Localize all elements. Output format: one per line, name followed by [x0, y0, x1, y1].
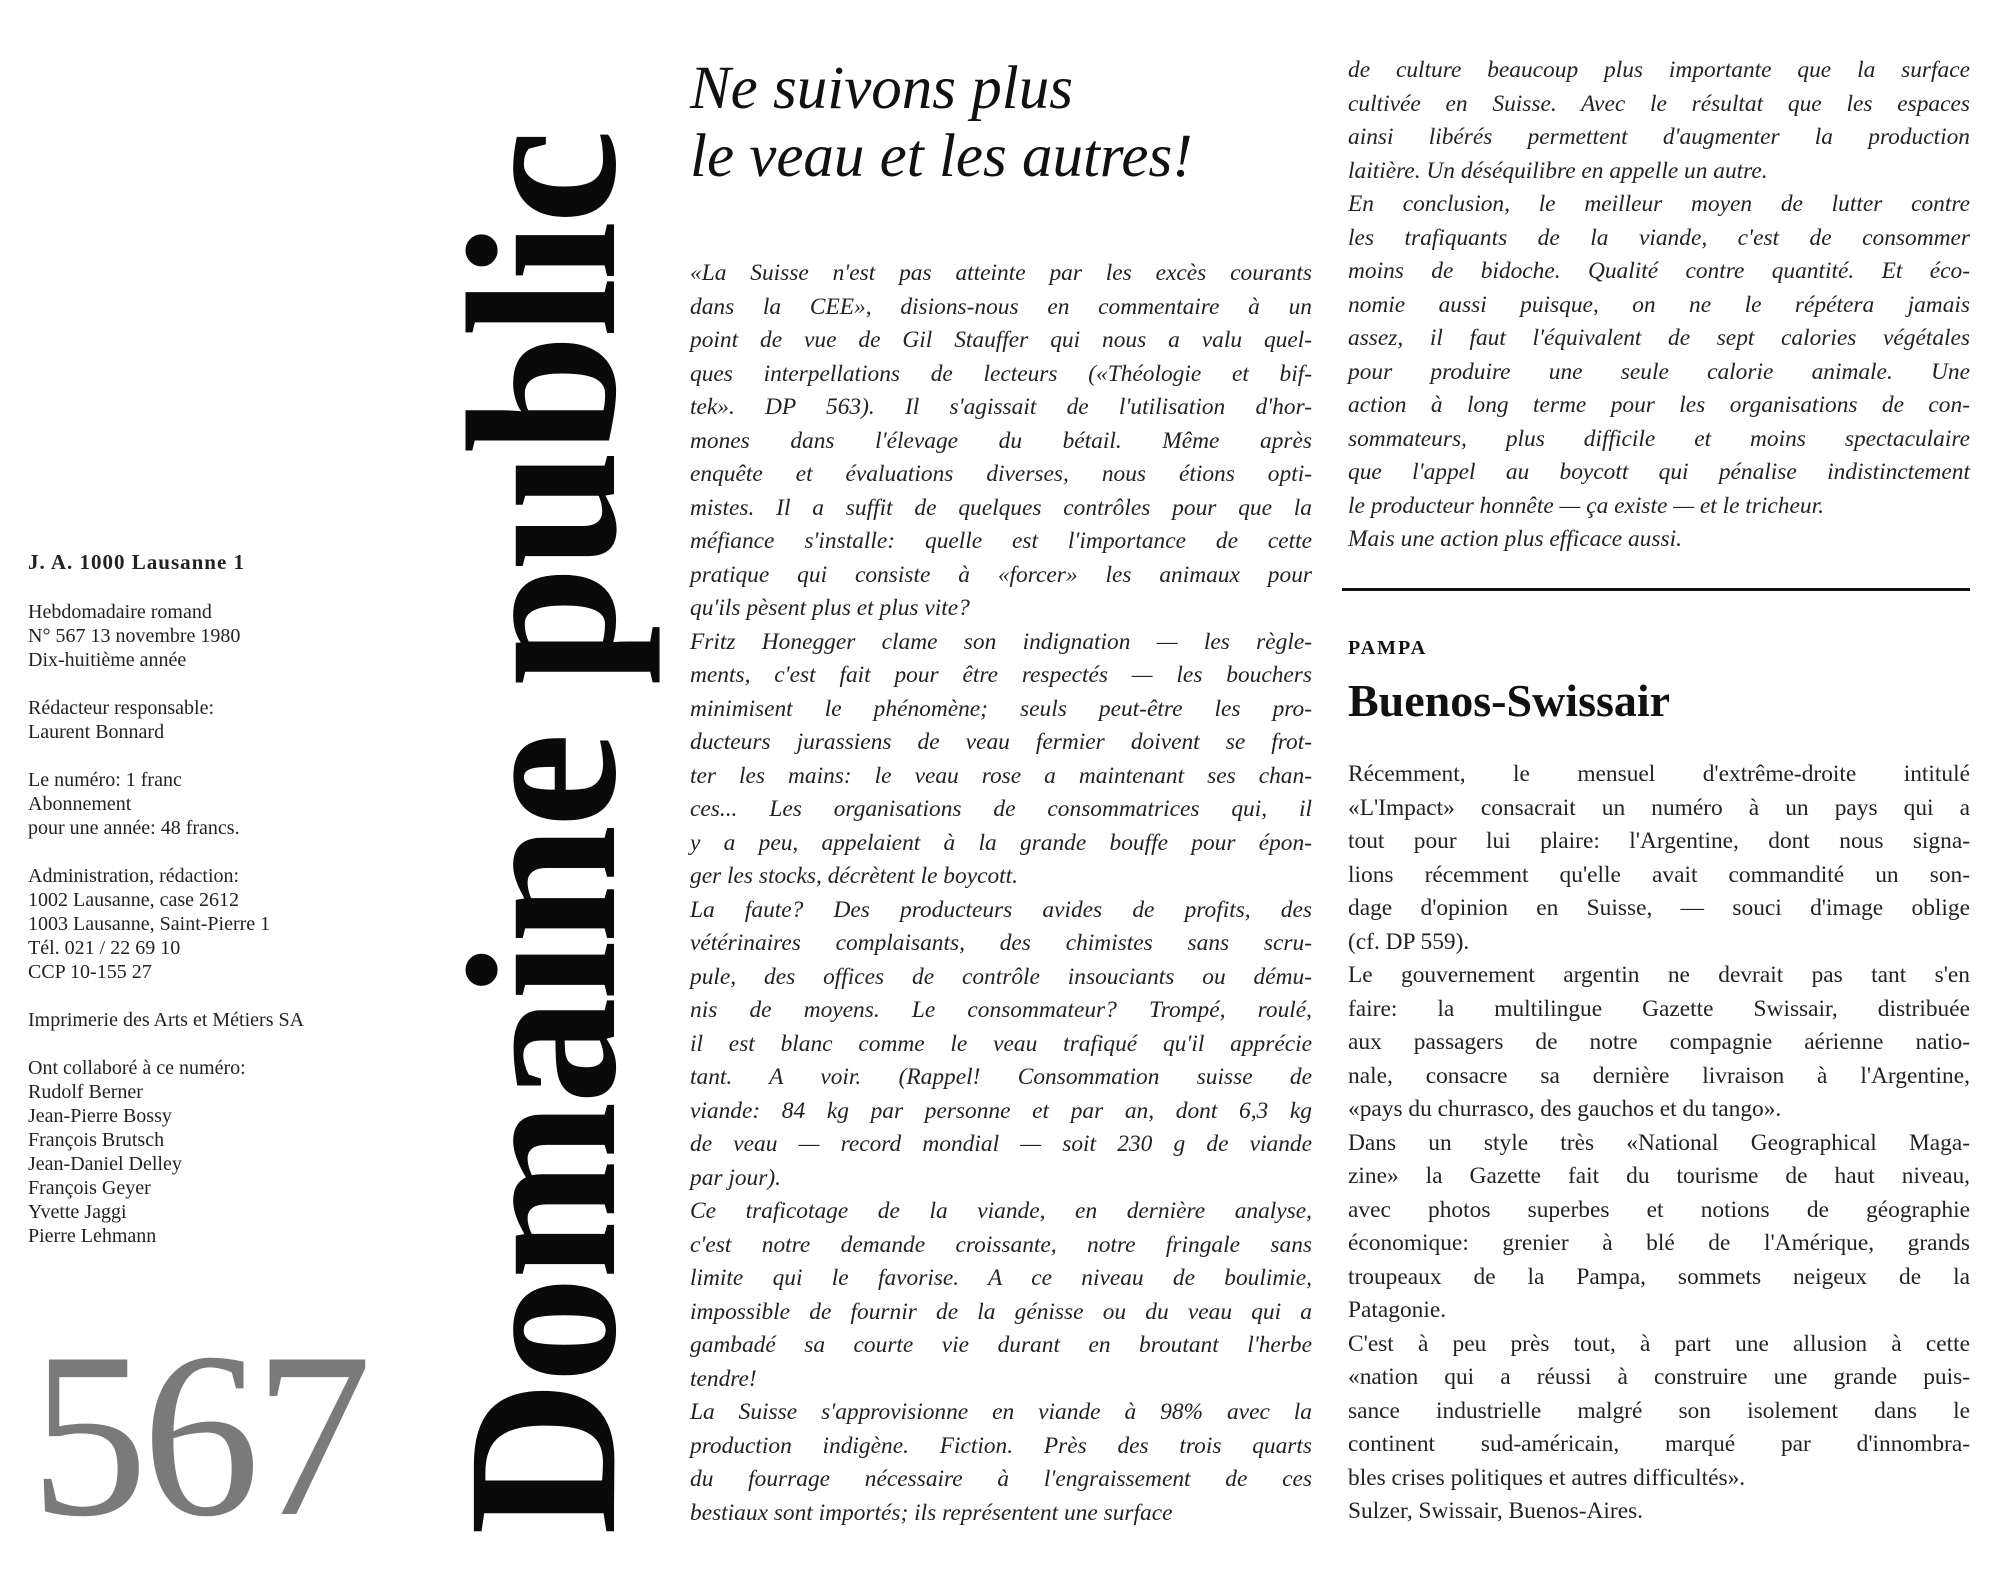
article-title	[690, 55, 1330, 191]
issue-number: 567	[30, 1305, 366, 1566]
text-line: dage d'opinion en Suisse, — souci d'image oblige	[1348, 895, 1970, 921]
masthead-title: Domaine public	[424, 132, 661, 1535]
text-line: impossible de fournir de la génisse ou du veau qui a	[690, 1298, 1312, 1325]
article-headline: Buenos-Swissair	[1348, 675, 1671, 726]
text-line: il est blanc comme le veau trafiqué qu'il apprécie	[690, 1030, 1312, 1057]
text-line: tout pour lui plaire: l'Argentine, dont nous signa-	[1348, 828, 1970, 854]
text-line: avec photos superbes et notions de géographie	[1348, 1196, 1970, 1223]
title-line: Ne suivons plus	[690, 55, 1073, 122]
contributor-line: Rudolf Berner	[28, 1081, 143, 1103]
text-line: cultivée en Suisse. Avec le résultat que les espaces	[1348, 90, 1970, 117]
price-line: Le numéro: 1 franc	[28, 769, 182, 791]
text-line: Fritz Honegger clame son indignation — les règle-	[690, 628, 1312, 655]
editor-line: Laurent Bonnard	[28, 721, 165, 743]
text-line: le producteur honnête — ça existe — et le tricheur.	[1348, 492, 1824, 519]
admin-line: Administration, rédaction:	[28, 865, 240, 887]
text-line: faire: la multilingue Gazette Swissair, distribuée	[1348, 995, 1970, 1022]
text-line: ainsi libérés permettent d'augmenter la production	[1348, 124, 1970, 150]
section-kicker: PAMPA	[1348, 637, 1428, 659]
text-line: laitière. Un déséquilibre en appelle un autre.	[1348, 157, 1768, 184]
text-line: pratique qui consiste à «forcer» les animaux pour	[690, 561, 1312, 588]
title-line: le veau et les autres!	[690, 123, 1193, 190]
text-line: action à long terme pour les organisations de con-	[1348, 392, 1970, 418]
price-line: Abonnement	[28, 793, 132, 815]
admin-info	[28, 864, 408, 984]
text-line: «L'Impact» consacrait un numéro à un pays qui a	[1348, 794, 1970, 821]
contributors-info	[28, 1056, 408, 1248]
publication-info	[28, 600, 408, 672]
text-line: y a peu, appelaient à la grande bouffe pour épon-	[690, 829, 1312, 856]
text-line: lions récemment qu'elle avait commandité un son-	[1348, 861, 1970, 888]
text-line: pour produire une seule calorie animale. Une	[1348, 358, 1970, 385]
text-line: «nation qui a réussi à construire une grande puis-	[1348, 1364, 1970, 1390]
contributor-line: Pierre Lehmann	[28, 1225, 157, 1247]
text-line: vétérinaires complaisants, des chimistes sans scru-	[690, 930, 1312, 956]
text-line: gambadé sa courte vie durant en broutant l'herbe	[690, 1332, 1312, 1358]
text-line: ter les mains: le veau rose a maintenant ses chan-	[690, 762, 1312, 789]
admin-line: 1002 Lausanne, case 2612	[28, 889, 240, 911]
contributor-line: Jean-Daniel Delley	[28, 1153, 182, 1175]
text-line: tek». DP 563). Il s'agissait de l'utilisation d'hor-	[690, 394, 1312, 420]
text-line: point de vue de Gil Stauffer qui nous a valu quel-	[690, 327, 1312, 353]
printer-info	[28, 1008, 408, 1032]
text-line: moins de bidoche. Qualité contre quantité. Et éco-	[1348, 258, 1970, 284]
article-column-2	[1348, 54, 1970, 557]
text-line: c'est notre demande croissante, notre fringale sans	[690, 1231, 1312, 1258]
text-line: Dans un style très «National Geographical Maga-	[1348, 1129, 1970, 1156]
text-line: que l'appel au boycott qui pénalise indistinctement	[1348, 459, 1970, 485]
contributor-line: Yvette Jaggi	[28, 1201, 127, 1223]
text-line: économique: grenier à blé de l'Amérique, grands	[1348, 1230, 1970, 1256]
text-line: «pays du churrasco, des gauchos et du tango».	[1348, 1096, 1782, 1122]
section-divider	[1342, 588, 1970, 591]
text-line: tendre!	[690, 1365, 757, 1392]
text-line: bles crises politiques et autres difficultés».	[1348, 1464, 1746, 1491]
contributor-line: François Brutsch	[28, 1129, 165, 1151]
text-line: viande: 84 kg par personne et par an, dont 6,3 kg	[690, 1097, 1312, 1124]
text-line: C'est à peu près tout, à part une allusion à cette	[1348, 1330, 1970, 1357]
text-line: Le gouvernement argentin ne devrait pas tant s'en	[1348, 962, 1970, 988]
publication-line: Hebdomadaire romand	[28, 601, 212, 623]
text-line: nomie aussi puisque, on ne le répétera jamais	[1348, 291, 1970, 318]
editor-line: Rédacteur responsable:	[28, 697, 215, 719]
publication-line: N° 567 13 novembre 1980	[28, 625, 241, 647]
text-line: assez, il faut l'équivalent de sept calories végétales	[1348, 325, 1970, 351]
text-line: ques interpellations de lecteurs («Théologie et bif-	[690, 360, 1312, 387]
text-line: ments, c'est fait pour être respectés — les bouchers	[690, 662, 1312, 688]
text-line: Mais une action plus efficace aussi.	[1348, 526, 1682, 552]
text-line: aux passagers de notre compagnie aérienne natio-	[1348, 1029, 1970, 1055]
text-line: enquête et évaluations diverses, nous étions opti-	[690, 461, 1312, 487]
text-line: (cf. DP 559).	[1348, 928, 1470, 955]
text-line: qu'ils pèsent plus et plus vite?	[690, 595, 970, 621]
article-column-1	[690, 257, 1312, 1530]
text-line: sance industrielle malgré son isolement dans le	[1348, 1397, 1970, 1424]
text-line: nis de moyens. Le consommateur? Trompé, roulé,	[690, 997, 1312, 1023]
editor-info	[28, 696, 408, 744]
text-line: ces... Les organisations de consommatrices qui, il	[690, 796, 1312, 822]
colophon	[28, 550, 408, 1272]
text-line: nale, consacre sa dernière livraison à l'Argentine,	[1348, 1062, 1970, 1089]
text-line: Sulzer, Swissair, Buenos-Aires.	[1348, 1498, 1644, 1524]
contributor-line: Ont collaboré à ce numéro:	[28, 1057, 246, 1079]
text-line: du fourrage nécessaire à l'engraissement de ces	[690, 1466, 1312, 1492]
admin-line: CCP 10-155 27	[28, 961, 152, 983]
text-line: La Suisse s'approvisionne en viande à 98% avec la	[690, 1399, 1312, 1425]
admin-line: Tél. 021 / 22 69 10	[28, 937, 181, 959]
text-line: de culture beaucoup plus importante que la surface	[1348, 57, 1970, 83]
text-line: production indigène. Fiction. Près des trois quarts	[690, 1432, 1312, 1459]
text-line: dans la CEE», disions-nous en commentaire à un	[690, 293, 1312, 320]
text-line: minimisent le phénomène; seuls peut-être les pro-	[690, 695, 1312, 722]
price-line: pour une année: 48 francs.	[28, 817, 240, 839]
text-line: ger les stocks, décrètent le boycott.	[690, 863, 1019, 889]
publication-line: Dix-huitième année	[28, 649, 187, 671]
text-line: troupeaux de la Pampa, sommets neigeux de la	[1348, 1263, 1970, 1290]
text-line: tant. A voir. (Rappel! Consommation suisse de	[690, 1064, 1312, 1090]
text-line: sommateurs, plus difficile et moins spectaculaire	[1348, 425, 1970, 452]
contributor-line: François Geyer	[28, 1177, 151, 1199]
text-line: Récemment, le mensuel d'extrême-droite intitulé	[1348, 761, 1970, 787]
text-line: ducteurs jurassiens de veau fermier doivent se frot-	[690, 729, 1312, 755]
mailing-code: J. A. 1000 Lausanne 1	[28, 550, 246, 574]
text-line: «La Suisse n'est pas atteinte par les excès courants	[690, 260, 1312, 286]
text-line: les trafiquants de la viande, c'est de consommer	[1348, 224, 1970, 251]
text-line: En conclusion, le meilleur moyen de lutter contre	[1348, 191, 1970, 217]
text-line: La faute? Des producteurs avides de profits, des	[690, 896, 1312, 923]
text-line: zine» la Gazette fait du tourisme de haut niveau,	[1348, 1163, 1970, 1189]
text-line: limite qui le favorise. A ce niveau de boulimie,	[690, 1265, 1312, 1291]
article-column-3	[1348, 758, 1970, 1529]
printer-line: Imprimerie des Arts et Métiers SA	[28, 1009, 305, 1031]
text-line: continent sud-américain, marqué par d'innombra-	[1348, 1431, 1970, 1457]
contributor-line: Jean-Pierre Bossy	[28, 1105, 172, 1127]
text-line: bestiaux sont importés; ils représentent une surface	[690, 1499, 1173, 1526]
text-line: par jour).	[690, 1164, 781, 1191]
text-line: méfiance s'installe: quelle est l'importance de cette	[690, 528, 1312, 554]
text-line: mones dans l'élevage du bétail. Même après	[690, 427, 1312, 454]
text-line: mistes. Il a suffit de quelques contrôles pour que la	[690, 494, 1312, 521]
text-line: pule, des offices de contrôle insouciants ou dému-	[690, 963, 1312, 990]
text-line: Ce traficotage de la viande, en dernière analyse,	[690, 1198, 1312, 1224]
admin-line: 1003 Lausanne, Saint-Pierre 1	[28, 913, 271, 935]
text-line: Patagonie.	[1348, 1297, 1447, 1323]
price-info	[28, 768, 408, 840]
text-line: de veau — record mondial — soit 230 g de viande	[690, 1131, 1312, 1157]
